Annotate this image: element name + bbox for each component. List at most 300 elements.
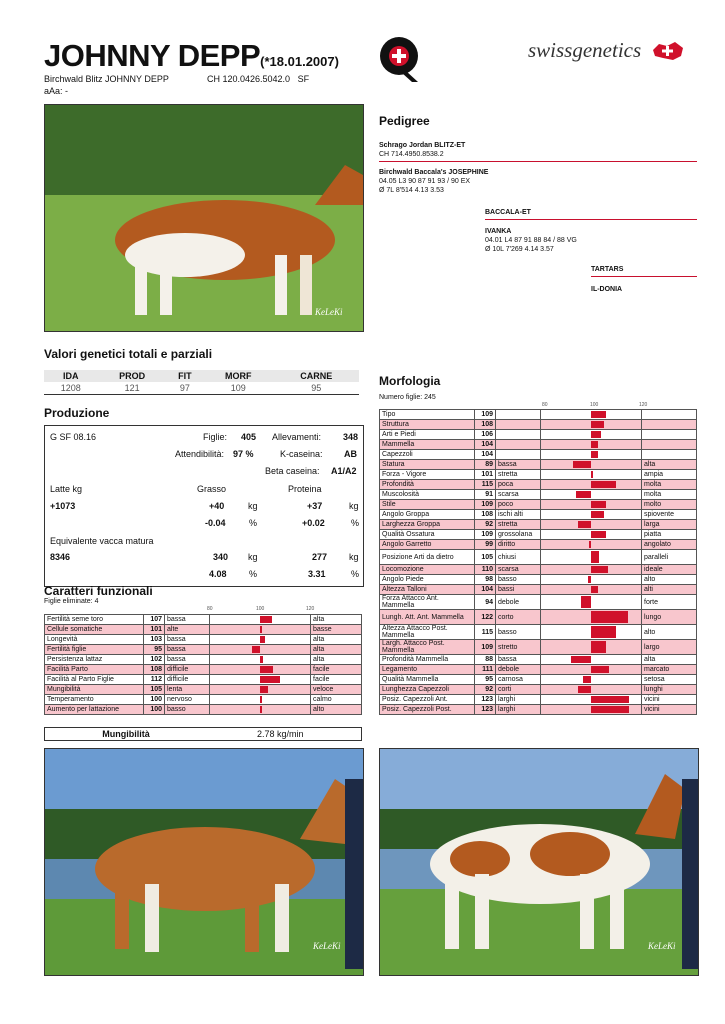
aaa-code: aAa: - <box>44 86 69 96</box>
morphology-trait-low: debole <box>496 665 541 675</box>
morphology-trait-bar <box>541 550 642 565</box>
morphology-row <box>380 705 697 715</box>
morphology-trait-low: poco <box>496 500 541 510</box>
functional-trait-low: basso <box>165 705 210 715</box>
pedigree-mmgs: TARTARS <box>591 266 624 273</box>
functional-trait-low: difficile <box>165 675 210 685</box>
fat-pct: -0.04 <box>205 518 226 528</box>
morphology-trait-bar <box>541 540 642 550</box>
morphology-trait-high: alta <box>642 655 697 665</box>
functional-trait-low: bassa <box>165 645 210 655</box>
morphology-trait-low: chiusi <box>496 550 541 565</box>
morphology-trait-value: 108 <box>475 510 496 520</box>
unit-pct: % <box>249 569 258 579</box>
morph-scale-label: 80 <box>542 402 548 408</box>
morphology-bar-fill <box>573 461 591 468</box>
morphology-trait-low: stretto <box>496 640 541 655</box>
morphology-row <box>380 450 697 460</box>
values-cell: 1208 <box>44 382 97 395</box>
photo-credit: KeLeKi <box>313 941 341 951</box>
morphology-bar-fill <box>588 576 591 583</box>
morphology-row <box>380 565 697 575</box>
morphology-trait-high <box>642 450 697 460</box>
morphology-trait-name: Altezza Talloni <box>380 585 475 595</box>
morphology-bar-fill <box>591 471 593 478</box>
morphology-bar-fill <box>591 531 606 538</box>
morphology-trait-value: 89 <box>475 460 496 470</box>
functional-bar-fill <box>260 676 280 683</box>
morphology-trait-bar <box>541 685 642 695</box>
functional-row <box>45 625 362 635</box>
functional-trait-name: Longevità <box>45 635 144 645</box>
functional-row <box>45 705 362 715</box>
bull-id: CH 120.0426.5042.0 SF <box>207 74 310 84</box>
functional-trait-name: Aumento per lattazione <box>45 705 144 715</box>
morphology-trait-bar <box>541 510 642 520</box>
functional-trait-low: bassa <box>165 635 210 645</box>
morphology-trait-value: 115 <box>475 625 496 640</box>
morphology-trait-bar <box>541 565 642 575</box>
morphology-trait-bar <box>541 430 642 440</box>
milkability-label: Mungibilità <box>102 729 150 739</box>
morphology-trait-value: 95 <box>475 675 496 685</box>
functional-trait-bar <box>210 705 311 715</box>
functional-bar-fill <box>260 696 262 703</box>
functional-trait-bar <box>210 645 311 655</box>
values-cell: 121 <box>97 382 166 395</box>
herds-value: 348 <box>343 432 359 442</box>
morphology-row <box>380 430 697 440</box>
functional-trait-high: calmo <box>311 695 362 705</box>
values-header: IDA <box>44 370 97 382</box>
functional-row <box>45 695 362 705</box>
functional-trait-value: 108 <box>144 665 165 675</box>
functional-trait-name: Persistenza lattaz <box>45 655 144 665</box>
functional-sub: Figlie eliminate: 4 <box>44 598 99 605</box>
bcasein-label: Beta caseina: <box>265 466 320 476</box>
pedigree-sire: Schrago Jordan BLITZ-ET CH 714.4950.8538.2 <box>379 142 466 158</box>
functional-trait-high: alta <box>311 635 362 645</box>
morphology-trait-value: 101 <box>475 470 496 480</box>
morphology-trait-bar <box>541 665 642 675</box>
morphology-trait-bar <box>541 595 642 610</box>
morphology-trait-bar <box>541 420 642 430</box>
reliability-value: 97 % <box>233 449 254 459</box>
morphology-row <box>380 550 697 565</box>
morphology-trait-bar <box>541 575 642 585</box>
morphology-trait-low: bassi <box>496 585 541 595</box>
functional-trait-low: bassa <box>165 655 210 665</box>
eq-milk-value: 8346 <box>50 552 71 562</box>
morphology-row <box>380 610 697 625</box>
morphology-trait-value: 104 <box>475 450 496 460</box>
morphology-trait-bar <box>541 520 642 530</box>
morphology-trait-bar <box>541 705 642 715</box>
birth-date: (*18.01.2007) <box>260 54 339 69</box>
morphology-trait-value: 91 <box>475 490 496 500</box>
protein-label: Proteina <box>288 484 322 494</box>
kcasein-label: K-caseina: <box>280 449 323 459</box>
morphology-trait-high: vicini <box>642 695 697 705</box>
functional-trait-name: Temperamento <box>45 695 144 705</box>
morphology-trait-name: Qualità Mammella <box>380 675 475 685</box>
pedigree-mgd: IVANKA 04.01 L4 87 91 88 84 / 88 VG Ø 10L 7'269 4.14 3.57 <box>485 228 577 253</box>
morphology-trait-value: 109 <box>475 530 496 540</box>
morphology-trait-value: 123 <box>475 695 496 705</box>
morphology-row <box>380 665 697 675</box>
functional-trait-value: 103 <box>144 635 165 645</box>
functional-trait-low: bassa <box>165 615 210 625</box>
morphology-bar-fill <box>591 696 629 703</box>
fat-kg: +40 <box>209 501 225 511</box>
morphology-trait-high: alta <box>642 460 697 470</box>
values-cell: 97 <box>167 382 203 395</box>
morphology-table <box>379 409 697 715</box>
morphology-trait-name: Legamento <box>380 665 475 675</box>
morphology-trait-high: molto <box>642 500 697 510</box>
morphology-trait-low: larghi <box>496 695 541 705</box>
morphology-row <box>380 410 697 420</box>
morphology-trait-name: Forza - Vigore <box>380 470 475 480</box>
functional-row <box>45 645 362 655</box>
morphology-trait-low: debole <box>496 595 541 610</box>
morphology-row <box>380 625 697 640</box>
morphology-trait-value: 88 <box>475 655 496 665</box>
functional-trait-bar <box>210 665 311 675</box>
morphology-bar-fill <box>591 441 598 448</box>
morphology-trait-bar <box>541 675 642 685</box>
functional-trait-name: Cellule somatiche <box>45 625 144 635</box>
morphology-trait-bar <box>541 450 642 460</box>
functional-trait-high: alta <box>311 615 362 625</box>
functional-trait-value: 101 <box>144 625 165 635</box>
morphology-trait-name: Struttura <box>380 420 475 430</box>
eq-fat-pct: 4.08 <box>209 569 227 579</box>
morphology-trait-high: ideale <box>642 565 697 575</box>
morphology-trait-value: 92 <box>475 685 496 695</box>
values-header: CARNE <box>274 370 359 382</box>
morphology-trait-low: stretta <box>496 520 541 530</box>
functional-trait-bar <box>210 625 311 635</box>
morphology-trait-value: 105 <box>475 550 496 565</box>
pedigree-mmgd: IL-DONIA <box>591 286 623 293</box>
morphology-trait-bar <box>541 460 642 470</box>
photo-left <box>44 748 364 976</box>
unit-pct: % <box>351 569 360 579</box>
morphology-trait-bar <box>541 640 642 655</box>
morphology-trait-high: piatta <box>642 530 697 540</box>
values-header: FIT <box>167 370 203 382</box>
morphology-bar-fill <box>591 706 629 713</box>
functional-scale-label: 100 <box>256 606 265 612</box>
morphology-trait-high <box>642 420 697 430</box>
morphology-trait-high <box>642 430 697 440</box>
bcasein-value: A1/A2 <box>331 466 357 476</box>
functional-trait-high: alta <box>311 655 362 665</box>
morphology-trait-bar <box>541 695 642 705</box>
morphology-trait-high: angolato <box>642 540 697 550</box>
photo-credit: KeLeKi <box>315 307 343 317</box>
values-table <box>44 370 359 395</box>
morphology-trait-value: 109 <box>475 500 496 510</box>
morphology-bar-fill <box>589 541 591 548</box>
morphology-trait-name: Arti e Piedi <box>380 430 475 440</box>
morphology-row <box>380 440 697 450</box>
morphology-trait-value: 123 <box>475 705 496 715</box>
functional-bar-fill <box>260 626 262 633</box>
functional-bar-fill <box>260 686 268 693</box>
fat-label: Grasso <box>197 484 227 494</box>
morphology-row <box>380 695 697 705</box>
morphology-trait-name: Locomozione <box>380 565 475 575</box>
morphology-trait-value: 110 <box>475 565 496 575</box>
morphology-trait-low <box>496 450 541 460</box>
morphology-trait-low <box>496 440 541 450</box>
functional-bar-fill <box>252 646 260 653</box>
functional-trait-bar <box>210 615 311 625</box>
functional-trait-value: 100 <box>144 695 165 705</box>
morphology-bar-fill <box>578 686 591 693</box>
morphology-trait-high: alto <box>642 625 697 640</box>
unit-pct: % <box>351 518 360 528</box>
morphology-trait-low <box>496 430 541 440</box>
morphology-trait-high: paralleli <box>642 550 697 565</box>
morphology-bar-fill <box>591 451 598 458</box>
morphology-trait-value: 98 <box>475 575 496 585</box>
functional-trait-value: 100 <box>144 705 165 715</box>
morphology-title: Morfologia <box>379 374 441 388</box>
morphology-trait-name: Qualità Ossatura <box>380 530 475 540</box>
morphology-trait-low: carnosa <box>496 675 541 685</box>
morphology-trait-high: marcato <box>642 665 697 675</box>
production-box <box>44 425 364 587</box>
functional-trait-high: facile <box>311 665 362 675</box>
functional-title: Caratteri funzionali <box>44 584 153 598</box>
morphology-bar-fill <box>576 491 591 498</box>
morphology-trait-bar <box>541 610 642 625</box>
daughters-value: 405 <box>241 432 257 442</box>
morphology-trait-name: Posiz. Capezzoli Ant. <box>380 695 475 705</box>
functional-trait-high: alta <box>311 645 362 655</box>
morphology-bar-fill <box>591 411 606 418</box>
morphology-trait-low <box>496 410 541 420</box>
eq-fat-kg: 340 <box>213 552 229 562</box>
morphology-bar-fill <box>591 566 608 573</box>
morphology-row <box>380 480 697 490</box>
morphology-trait-bar <box>541 480 642 490</box>
morphology-row <box>380 655 697 665</box>
morphology-row <box>380 640 697 655</box>
morphology-trait-name: Profondità <box>380 480 475 490</box>
morphology-trait-value: 104 <box>475 440 496 450</box>
morphology-trait-high: largo <box>642 640 697 655</box>
morphology-trait-name: Posizione Arti da dietro <box>380 550 475 565</box>
milk-label: Latte kg <box>50 484 83 494</box>
morphology-bar-fill <box>571 656 591 663</box>
main-photo <box>44 104 364 332</box>
functional-trait-name: Facilità Parto <box>45 665 144 675</box>
morphology-bar-fill <box>591 641 606 653</box>
herds-label: Allevamenti: <box>272 432 322 442</box>
morphology-trait-value: 99 <box>475 540 496 550</box>
morphology-trait-name: Mammella <box>380 440 475 450</box>
kcasein-value: AB <box>344 449 357 459</box>
morphology-trait-value: 108 <box>475 420 496 430</box>
morphology-trait-low: bassa <box>496 655 541 665</box>
functional-scale-label: 120 <box>306 606 315 612</box>
morphology-trait-low: basso <box>496 575 541 585</box>
morphology-trait-high: alti <box>642 585 697 595</box>
morphology-trait-high: spiovente <box>642 510 697 520</box>
functional-trait-name: Fertilità seme toro <box>45 615 144 625</box>
morphology-bar-fill <box>591 501 606 508</box>
morphology-row <box>380 490 697 500</box>
morphology-bar-fill <box>591 586 598 593</box>
morphology-trait-value: 92 <box>475 520 496 530</box>
morphology-trait-low: stretta <box>496 470 541 480</box>
morphology-bar-fill <box>591 666 609 673</box>
morphology-trait-low: bassa <box>496 460 541 470</box>
eq-protein-pct: 3.31 <box>308 569 326 579</box>
morphology-trait-low <box>496 420 541 430</box>
morphology-trait-value: 109 <box>475 640 496 655</box>
functional-bar-fill <box>260 656 263 663</box>
morphology-row <box>380 530 697 540</box>
morphology-row <box>380 470 697 480</box>
morphology-trait-value: 122 <box>475 610 496 625</box>
swiss-map-icon <box>651 40 685 62</box>
morphology-trait-bar <box>541 490 642 500</box>
values-cell: 109 <box>203 382 274 395</box>
morphology-row <box>380 460 697 470</box>
morphology-row <box>380 595 697 610</box>
functional-bar-fill <box>260 616 272 623</box>
pedigree-mgs: BACCALA-ET <box>485 209 531 216</box>
morphology-trait-value: 94 <box>475 595 496 610</box>
morphology-trait-name: Muscolosità <box>380 490 475 500</box>
morphology-trait-low: larghi <box>496 705 541 715</box>
morphology-trait-name: Lunghezza Capezzoli <box>380 685 475 695</box>
morphology-trait-high: ampia <box>642 470 697 480</box>
pedigree-dam: Birchwald Baccala's JOSEPHINE 04.05 L3 90 87 91 93 / 90 EX Ø 7L 8'514 4.13 3.53 <box>379 169 489 194</box>
functional-trait-value: 105 <box>144 685 165 695</box>
morph-scale-label: 120 <box>639 402 648 408</box>
morphology-trait-bar <box>541 410 642 420</box>
functional-row <box>45 685 362 695</box>
functional-trait-value: 95 <box>144 645 165 655</box>
morphology-trait-high: larga <box>642 520 697 530</box>
functional-row <box>45 675 362 685</box>
morphology-trait-high: alto <box>642 575 697 585</box>
brand-logo: swissgenetics <box>528 38 642 62</box>
morphology-trait-name: Angolo Piede <box>380 575 475 585</box>
functional-trait-bar <box>210 655 311 665</box>
functional-row <box>45 655 362 665</box>
morphology-trait-name: Lungh. Att. Ant. Mammella <box>380 610 475 625</box>
protein-pct: +0.02 <box>302 518 325 528</box>
production-evaluation: G SF 08.16 <box>50 432 97 442</box>
eq-protein-kg: 277 <box>312 552 328 562</box>
morphology-trait-name: Stile <box>380 500 475 510</box>
morphology-trait-bar <box>541 625 642 640</box>
values-header: MORF <box>203 370 274 382</box>
morphology-trait-high: lunghi <box>642 685 697 695</box>
unit-kg: kg <box>349 552 359 562</box>
morphology-trait-value: 115 <box>475 480 496 490</box>
morphology-trait-value: 111 <box>475 665 496 675</box>
functional-trait-low: difficile <box>165 665 210 675</box>
functional-bar-fill <box>260 666 273 673</box>
morphology-trait-value: 104 <box>475 585 496 595</box>
photo-credit: KeLeKi <box>648 941 676 951</box>
morphology-trait-high: forte <box>642 595 697 610</box>
photo-right <box>379 748 699 976</box>
morphology-trait-low: basso <box>496 625 541 640</box>
morphology-row <box>380 575 697 585</box>
functional-trait-bar <box>210 675 311 685</box>
morphology-trait-bar <box>541 500 642 510</box>
functional-row <box>45 635 362 645</box>
morphology-bar-fill <box>578 521 591 528</box>
functional-trait-name: Facilità al Parto Figlie <box>45 675 144 685</box>
unit-kg: kg <box>248 552 258 562</box>
functional-bar-fill <box>260 636 265 643</box>
morphology-trait-name: Statura <box>380 460 475 470</box>
functional-trait-high: veloce <box>311 685 362 695</box>
functional-table <box>44 614 362 715</box>
morphology-row <box>380 520 697 530</box>
morphology-trait-name: Tipo <box>380 410 475 420</box>
morphology-trait-value: 106 <box>475 430 496 440</box>
production-title: Produzione <box>44 406 110 420</box>
unit-pct: % <box>249 518 258 528</box>
morphology-trait-high: setosa <box>642 675 697 685</box>
morphology-trait-name: Angolo Groppa <box>380 510 475 520</box>
daughters-label: Figlie: <box>203 432 228 442</box>
pedigree-divider <box>591 276 697 277</box>
morphology-trait-bar <box>541 470 642 480</box>
functional-trait-value: 102 <box>144 655 165 665</box>
morphology-trait-name: Larghezza Groppa <box>380 520 475 530</box>
morphology-trait-bar <box>541 585 642 595</box>
morphology-row <box>380 420 697 430</box>
pedigree-divider <box>379 161 697 162</box>
morphology-trait-name: Capezzoli <box>380 450 475 460</box>
functional-row <box>45 665 362 675</box>
functional-trait-name: Mungibilità <box>45 685 144 695</box>
morphology-row <box>380 585 697 595</box>
unit-kg: kg <box>248 501 258 511</box>
milkability-value: 2.78 kg/min <box>257 729 304 739</box>
values-header: PROD <box>97 370 166 382</box>
functional-trait-high: basse <box>311 625 362 635</box>
functional-trait-high: facile <box>311 675 362 685</box>
values-cell: 95 <box>274 382 359 395</box>
morphology-trait-low: corti <box>496 685 541 695</box>
mature-equivalent-label: Equivalente vacca matura <box>50 536 154 546</box>
morphology-trait-low: scarsa <box>496 565 541 575</box>
morphology-row <box>380 500 697 510</box>
pedigree-divider <box>485 219 697 220</box>
functional-bar-fill <box>260 706 262 713</box>
morphology-trait-low: ischi alti <box>496 510 541 520</box>
bull-lineage: Birchwald Blitz JOHNNY DEPP <box>44 74 169 84</box>
functional-scale-label: 80 <box>207 606 213 612</box>
morphology-bar-fill <box>591 421 604 428</box>
morphology-trait-bar <box>541 440 642 450</box>
morphology-trait-low: scarsa <box>496 490 541 500</box>
morphology-trait-name: Posiz. Capezzoli Post. <box>380 705 475 715</box>
